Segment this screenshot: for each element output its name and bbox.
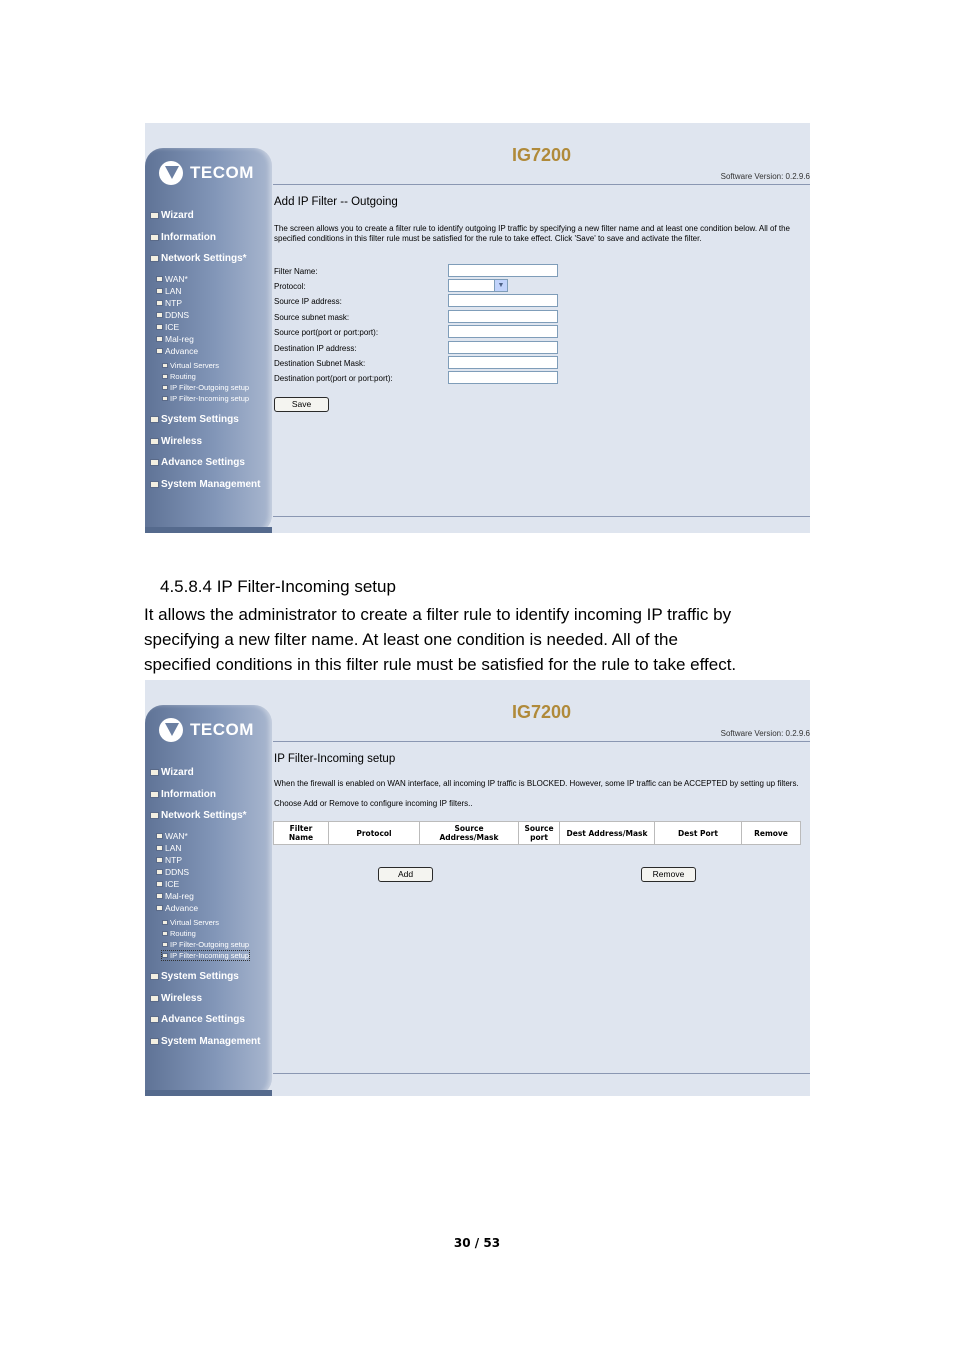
paragraph-line: specifying a new filter name. At least one condition is needed. All of the [144,630,678,649]
folder-icon [162,374,168,379]
folder-icon [156,276,163,282]
page-description: When the firewall is enabled on WAN interface, all incoming IP traffic is BLOCKED. However, some IP traffic can be ACCEPTED by setting up filters. [274,779,799,788]
brand-name: TECOM [190,163,254,182]
nav-virtual-servers[interactable] [162,361,219,370]
nav-information[interactable] [150,789,216,800]
nav-label: Advance [165,903,199,913]
page-title: IP Filter-Incoming setup [274,753,396,765]
nav-label: WAN* [165,831,188,841]
dest-mask-label: Destination Subnet Mask: [274,359,366,368]
dest-mask-input[interactable] [448,356,558,369]
page-description: The screen allows you to create a filter rule to identify outgoing IP traffic by specifying a new filter name and at least one condition below. All of the specified conditions in this filter rule must be satisfied for the rule to take effect. Click 'Save' to save and activate the filter. [274,224,790,243]
sidebar-footer [145,1090,272,1096]
page-instructions: Choose Add or Remove to configure incoming IP filters.. [274,799,473,808]
folder-icon [162,931,168,936]
nav-system-settings[interactable] [150,414,239,425]
nav-label: LAN [165,286,182,296]
chevron-down-icon[interactable]: ▼ [494,280,507,291]
nav-label: DDNS [165,867,190,877]
folder-icon [156,881,163,887]
nav-label: Wizard [161,210,194,221]
folder-icon [150,973,159,980]
nav-ice[interactable] [156,879,179,889]
nav-advance[interactable] [156,903,198,913]
filter-name-input[interactable] [448,264,558,277]
section-heading: 4.5.8.4 IP Filter-Incoming setup [160,577,396,596]
folder-icon [162,396,168,401]
nav-label: Network Settings* [161,253,247,264]
protocol-select[interactable] [448,279,508,292]
dest-ip-input[interactable] [448,341,558,354]
nav-label: Wizard [161,767,194,778]
source-mask-input[interactable] [448,310,558,323]
nav-wizard[interactable] [150,767,194,778]
nav-ice[interactable] [156,322,179,332]
save-button[interactable]: Save [274,397,329,412]
folder-icon [162,953,168,958]
source-mask-label: Source subnet mask: [274,313,350,322]
nav-label: Routing [170,929,196,938]
nav-ntp[interactable] [156,298,182,308]
header-divider [273,741,810,742]
add-button[interactable]: Add [378,867,433,882]
nav-routing[interactable] [162,929,196,938]
folder-icon [156,893,163,899]
nav-label: DDNS [165,310,190,320]
folder-icon [150,234,159,241]
nav-ntp[interactable] [156,855,182,865]
nav-label: Network Settings* [161,810,247,821]
folder-icon [156,312,163,318]
source-ip-input[interactable] [448,294,558,307]
nav-label: System Management [161,1036,261,1047]
source-port-input[interactable] [448,325,558,338]
folder-icon [150,212,159,219]
col-filter-name [274,822,329,845]
nav-label: ICE [165,322,180,332]
remove-button[interactable]: Remove [641,867,696,882]
nav-network-settings[interactable] [150,253,247,264]
folder-icon [156,857,163,863]
nav-lan[interactable] [156,843,182,853]
col-dest-address: Dest Address/Mask [560,822,655,845]
header-text: Source [454,824,484,833]
footer-divider [273,1073,810,1074]
folder-icon [150,459,159,466]
nav-label: Mal-reg [165,891,194,901]
col-source-port [519,822,560,845]
nav-label: ICE [165,879,180,889]
folder-icon [150,481,159,488]
nav-system-management[interactable] [150,479,260,490]
col-source-address [420,822,519,845]
protocol-label: Protocol: [274,282,306,291]
nav-label: WAN* [165,274,188,284]
nav-system-management[interactable] [150,1036,260,1047]
nav-wizard[interactable] [150,210,194,221]
nav-wan[interactable] [156,274,188,284]
header-text: Name [288,833,314,842]
incoming-filter-screenshot [145,680,810,1096]
folder-icon [162,920,168,925]
nav-ip-filter-incoming[interactable] [162,394,249,403]
outgoing-filter-screenshot [145,123,810,533]
header-text: Filter [289,824,313,833]
nav-label: Information [161,232,216,243]
page-number: 30 / 53 [453,1236,501,1250]
nav-ip-filter-incoming[interactable] [162,951,249,960]
nav-malreg[interactable] [156,891,194,901]
nav-label: NTP [165,298,182,308]
nav-advance-settings[interactable] [150,457,245,468]
nav-label: NTP [165,855,182,865]
paragraph-line: specified conditions in this filter rule must be satisfied for the rule to take effect. [144,655,737,674]
folder-open-icon [150,255,159,262]
nav-information[interactable] [150,232,216,243]
folder-icon [150,1038,159,1045]
folder-icon [162,942,168,947]
folder-icon [156,833,163,839]
nav-label: LAN [165,843,182,853]
product-title: IG7200 [512,145,572,165]
nav-wan[interactable] [156,831,188,841]
header-text: port [530,833,548,842]
nav-label: Advance Settings [161,457,245,468]
folder-icon [150,438,159,445]
dest-ip-label: Destination IP address: [274,344,357,353]
sidebar-footer [145,527,272,533]
nav-label: Information [161,789,216,800]
col-dest-port: Dest Port [655,822,742,845]
table-header-row [274,822,801,845]
nav-label: Virtual Servers [170,361,220,370]
nav-label: System Settings [161,414,239,425]
nav-wireless[interactable] [150,993,202,1004]
folder-open-icon [150,812,159,819]
folder-icon [150,791,159,798]
folder-open-icon [156,905,163,911]
nav-advance-settings[interactable] [150,1014,245,1025]
page-title: Add IP Filter -- Outgoing [274,196,398,208]
sidebar [145,705,272,1096]
software-version: Software Version: 0.2.9.6 [720,729,810,738]
folder-icon [156,324,163,330]
tecom-logo-icon [159,718,183,742]
nav-label: IP Filter-Outgoing setup [170,383,250,392]
nav-network-settings[interactable] [150,810,247,821]
nav-label: Wireless [161,993,203,1004]
nav-label: Advance Settings [161,1014,245,1025]
nav-label: Mal-reg [165,334,194,344]
nav-label: System Management [161,479,261,490]
nav-system-settings[interactable] [150,971,239,982]
filter-name-label: Filter Name: [274,267,318,276]
folder-open-icon [156,348,163,354]
folder-icon [162,363,168,368]
product-title: IG7200 [512,702,572,722]
dest-port-label: Destination port(port or port:port): [274,374,393,383]
nav-wireless[interactable] [150,436,202,447]
header-text: Address/Mask [439,833,499,842]
header-divider [273,184,810,185]
nav-label: IP Filter-Incoming setup [170,394,250,403]
footer-divider [273,516,810,517]
dest-port-input[interactable] [448,371,558,384]
source-port-label: Source port(port or port:port): [274,328,379,337]
source-ip-label: Source IP address: [274,297,342,306]
col-protocol: Protocol [329,822,420,845]
header-text: Source [524,824,554,833]
nav-routing[interactable] [162,372,196,381]
tecom-logo [159,713,254,747]
folder-icon [150,1016,159,1023]
nav-label: System Settings [161,971,239,982]
col-remove: Remove [742,822,801,845]
incoming-filter-table [273,821,801,845]
folder-icon [162,385,168,390]
folder-icon [156,869,163,875]
nav-label: Routing [170,372,196,381]
folder-icon [156,336,163,342]
software-version: Software Version: 0.2.9.6 [720,172,810,181]
brand-name: TECOM [190,720,254,739]
nav-label: IP Filter-Incoming setup [170,951,250,960]
nav-malreg[interactable] [156,334,194,344]
nav-label: Advance [165,346,199,356]
nav-label: IP Filter-Outgoing setup [170,940,250,949]
nav-lan[interactable] [156,286,182,296]
nav-ip-filter-outgoing[interactable] [162,383,249,392]
nav-label: Wireless [161,436,203,447]
section-paragraph [144,602,824,677]
paragraph-line: It allows the administrator to create a filter rule to identify incoming IP traffic by [144,605,732,624]
nav-ddns[interactable] [156,310,189,320]
folder-icon [156,300,163,306]
tecom-logo [159,156,254,190]
folder-icon [150,769,159,776]
folder-icon [156,845,163,851]
nav-virtual-servers[interactable] [162,918,219,927]
folder-icon [156,288,163,294]
folder-icon [150,416,159,423]
nav-ip-filter-outgoing[interactable] [162,940,249,949]
folder-icon [150,995,159,1002]
sidebar [145,148,272,533]
nav-ddns[interactable] [156,867,189,877]
nav-label: Virtual Servers [170,918,220,927]
tecom-logo-icon [159,161,183,185]
nav-advance[interactable] [156,346,198,356]
